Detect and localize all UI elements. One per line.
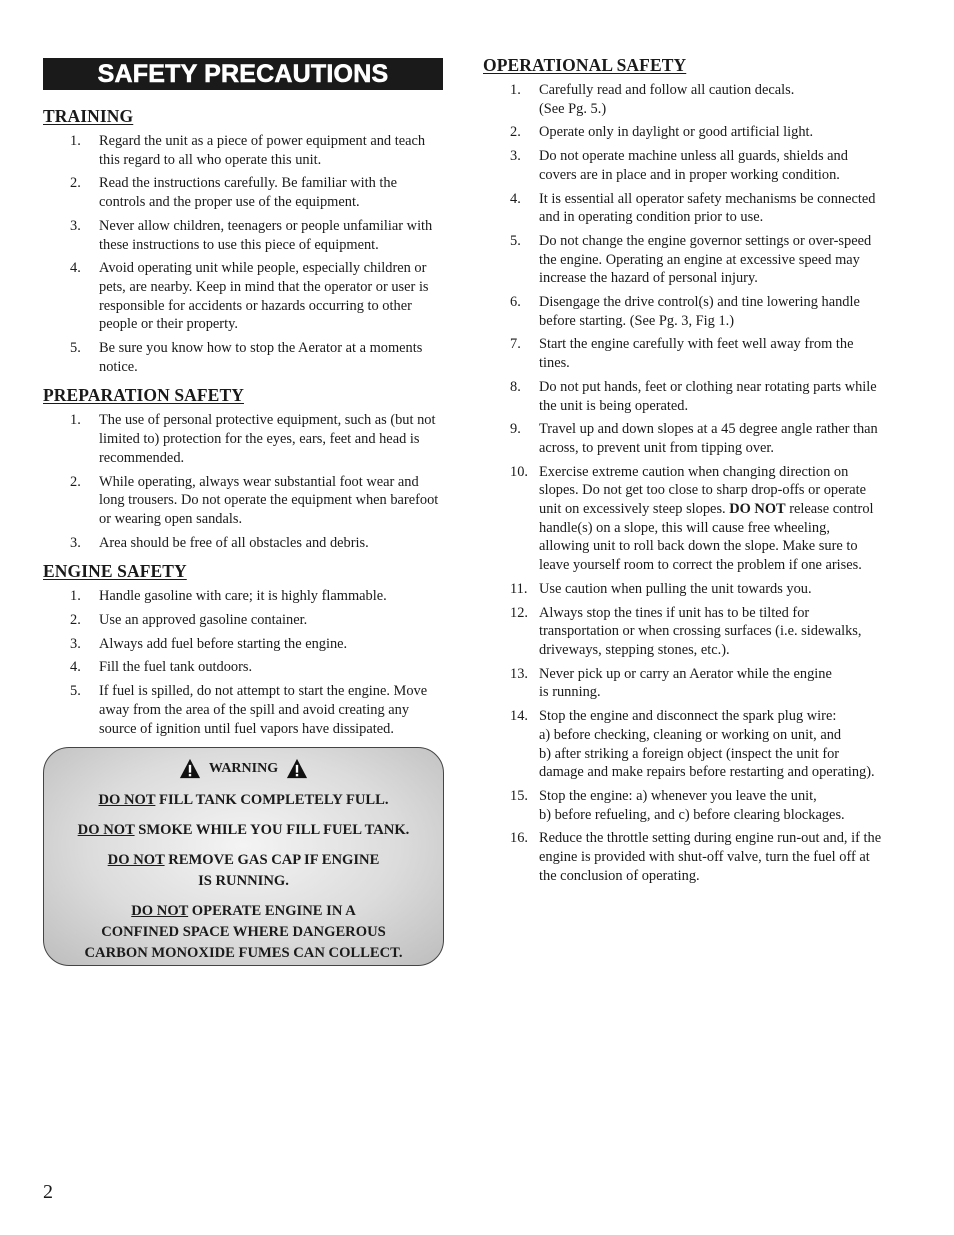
- item-text: Stop the engine and disconnect the spark plug wire: a) before checking, cleaning or working on unit, and b) after striking a foreign object (inspect the unit for damage and make repairs before restarting and operating).: [539, 708, 875, 781]
- list-item: [43, 132, 444, 169]
- list-item: [43, 217, 444, 254]
- section-heading-engine: ENGINE SAFETY: [43, 561, 187, 582]
- item-text: Do not change the engine governor settings or over-speed the engine. Operating an engine at excessive speed may increase the hazard of personal injury.: [539, 232, 872, 287]
- list-item: [43, 411, 444, 467]
- item-number: 7.: [510, 336, 521, 353]
- item-text-part: Exercise extreme caution when changing direction on slopes. Do not get too close to sharp drop-offs or operate unit on excessively steep slopes.: [539, 463, 867, 518]
- list-item: [483, 580, 883, 599]
- item-number: 13.: [510, 665, 528, 682]
- item-text: It is essential all operator safety mechanisms be connected and in operating condition prior to use.: [539, 190, 876, 226]
- engine-list: [43, 587, 444, 738]
- list-item: [43, 534, 444, 553]
- warning-text: SMOKE WHILE YOU FILL FUEL TANK.: [134, 822, 410, 839]
- do-not-emphasis: DO NOT: [77, 822, 135, 839]
- warning-line: [44, 790, 443, 811]
- list-item: [483, 293, 883, 330]
- item-text: Fill the fuel tank outdoors.: [99, 659, 253, 676]
- item-text: If fuel is spilled, do not attempt to start the engine. Move away from the area of the spill and avoid creating any source of ignition until fuel vapors have dissipated.: [99, 683, 428, 737]
- item-number: 12.: [510, 604, 528, 621]
- list-item: [483, 829, 883, 885]
- list-item: [483, 707, 883, 782]
- item-text: Do not operate machine unless all guards, shields and covers are in place and in proper working condition.: [539, 148, 848, 183]
- item-text: Travel up and down slopes at a 45 degree angle rather than across, to prevent unit from tipping over.: [539, 421, 878, 456]
- item-text: Start the engine carefully with feet well away from the tines.: [539, 336, 854, 372]
- list-item: [483, 232, 883, 288]
- item-text: Always stop the tines if unit has to be tilted for transportation or when crossing surfaces (i.e. sidewalks, driveways, stepping stones, etc.).: [539, 604, 862, 658]
- item-number: 4.: [70, 260, 81, 277]
- warning-text: REMOVE GAS CAP IF ENGINE IS RUNNING.: [168, 852, 380, 890]
- list-item: [483, 190, 883, 227]
- item-number: 1.: [70, 588, 81, 605]
- warning-text: OPERATE ENGINE IN A CONFINED SPACE WHERE DANGEROUS CARBON MONOXIDE FUMES CAN COLLECT.: [84, 903, 403, 962]
- item-text-part: release control handle(s) on a slope, this will cause free wheeling, allowing unit to roll back down the slope. Make sure to leave yourself room to correct the problem if one arises.: [539, 501, 874, 574]
- item-number: 8.: [510, 378, 521, 395]
- item-number: 5.: [510, 232, 521, 249]
- list-item: [483, 335, 883, 372]
- item-text: [539, 463, 883, 575]
- item-number: 3.: [70, 217, 81, 234]
- section-heading-preparation: PREPARATION SAFETY: [43, 385, 244, 406]
- item-number: 16.: [510, 830, 528, 847]
- list-item: [43, 682, 444, 738]
- item-text: Disengage the drive control(s) and tine lowering handle before starting. (See Pg. 3, Fig 1.): [539, 294, 860, 329]
- list-item: [483, 420, 883, 457]
- do-not-emphasis: DO NOT: [729, 501, 786, 518]
- list-item: [483, 604, 883, 660]
- item-text: Be sure you know how to stop the Aerator at a moments notice.: [99, 340, 423, 375]
- do-not-emphasis: DO NOT: [98, 792, 156, 809]
- list-item: [43, 658, 444, 677]
- item-number: 3.: [70, 635, 81, 652]
- item-text: Stop the engine: a) whenever you leave the unit, b) before refueling, and c) before clearing blockages.: [539, 787, 845, 823]
- item-number: 3.: [510, 148, 521, 165]
- list-item: [483, 123, 883, 142]
- item-text: Carefully read and follow all caution decals. (See Pg. 5.): [539, 82, 795, 117]
- item-number: 5.: [70, 340, 81, 357]
- item-text: Never pick up or carry an Aerator while the engine is running.: [539, 665, 832, 701]
- item-text: Operate only in daylight or good artificial light.: [539, 124, 814, 141]
- item-text: Read the instructions carefully. Be familiar with the controls and the proper use of the equipment.: [99, 175, 397, 211]
- item-number: 6.: [510, 294, 521, 311]
- warning-text: FILL TANK COMPLETELY FULL.: [155, 792, 389, 809]
- item-text: The use of personal protective equipment, such as (but not limited to) protection for the eyes, ears, feet and head is recommended.: [99, 412, 436, 466]
- list-item: [483, 378, 883, 415]
- do-not-emphasis: DO NOT: [131, 903, 189, 920]
- do-not-emphasis: DO NOT: [107, 852, 165, 869]
- list-item: [483, 665, 883, 702]
- warning-line: [44, 820, 443, 841]
- item-number: 14.: [510, 708, 528, 725]
- warning-triangle-icon: [179, 758, 201, 780]
- item-number: 1.: [70, 133, 81, 149]
- item-number: 11.: [510, 580, 528, 597]
- item-number: 5.: [70, 683, 81, 700]
- list-item: [43, 635, 444, 654]
- item-text: Use an approved gasoline container.: [99, 612, 308, 629]
- list-item: [43, 611, 444, 630]
- section-heading-training: TRAINING: [43, 106, 134, 126]
- training-list: [43, 132, 444, 376]
- section-heading-operational: OPERATIONAL SAFETY: [483, 55, 687, 75]
- item-text: Do not put hands, feet or clothing near rotating parts while the unit is being operated.: [539, 378, 877, 414]
- warning-line: [44, 850, 443, 892]
- list-item: [483, 463, 883, 575]
- item-number: 2.: [70, 612, 81, 629]
- item-text: Always add fuel before starting the engine.: [99, 635, 348, 652]
- item-number: 9.: [510, 421, 521, 438]
- warning-triangle-icon: [286, 758, 308, 780]
- preparation-list: [43, 411, 444, 552]
- item-text: Avoid operating unit while people, especially children or pets, are nearby. Keep in mind that the operator or user is responsible for accidents or hazards occurring to other people or their property.: [99, 260, 429, 333]
- list-item: [43, 473, 444, 529]
- item-number: 2.: [70, 175, 81, 192]
- item-text: Regard the unit as a piece of power equipment and teach this regard to all who operate this unit.: [99, 133, 426, 168]
- list-item: [43, 259, 444, 334]
- item-number: 15.: [510, 787, 528, 804]
- right-column: [483, 55, 883, 894]
- list-item: [43, 174, 444, 211]
- item-text: Never allow children, teenagers or people unfamiliar with these instructions to use this piece of equipment.: [99, 217, 433, 253]
- item-number: 4.: [510, 190, 521, 207]
- item-number: 10.: [510, 463, 528, 480]
- warning-line: [44, 901, 443, 964]
- list-item: [483, 81, 883, 118]
- warning-box: [43, 747, 444, 966]
- page-title: SAFETY PRECAUTIONS: [97, 59, 389, 88]
- item-text: Reduce the throttle setting during engine run-out and, if the engine is provided with shut-off valve, turn the fuel off at the conclusion of operating.: [539, 830, 882, 884]
- item-text: Area should be free of all obstacles and debris.: [99, 534, 369, 551]
- item-text: Handle gasoline with care; it is highly flammable.: [99, 588, 387, 605]
- title-banner: [43, 58, 443, 90]
- item-number: 2.: [510, 124, 521, 141]
- item-text: Use caution when pulling the unit towards you.: [539, 580, 812, 597]
- warning-header: [44, 758, 443, 780]
- list-item: [483, 787, 883, 824]
- item-number: 4.: [70, 659, 81, 676]
- list-item: [483, 147, 883, 184]
- left-column: [43, 58, 444, 966]
- item-number: 1.: [70, 412, 81, 429]
- list-item: [43, 587, 444, 606]
- warning-label: WARNING: [208, 761, 279, 777]
- item-number: 2.: [70, 473, 81, 490]
- page-number: 2: [43, 1181, 53, 1203]
- item-number: 1.: [510, 82, 521, 98]
- item-text: While operating, always wear substantial foot wear and long trousers. Do not operate the equipment when barefoot or wearing open sandals.: [99, 473, 439, 527]
- operational-list: [483, 81, 883, 885]
- item-number: 3.: [70, 534, 81, 551]
- list-item: [43, 339, 444, 376]
